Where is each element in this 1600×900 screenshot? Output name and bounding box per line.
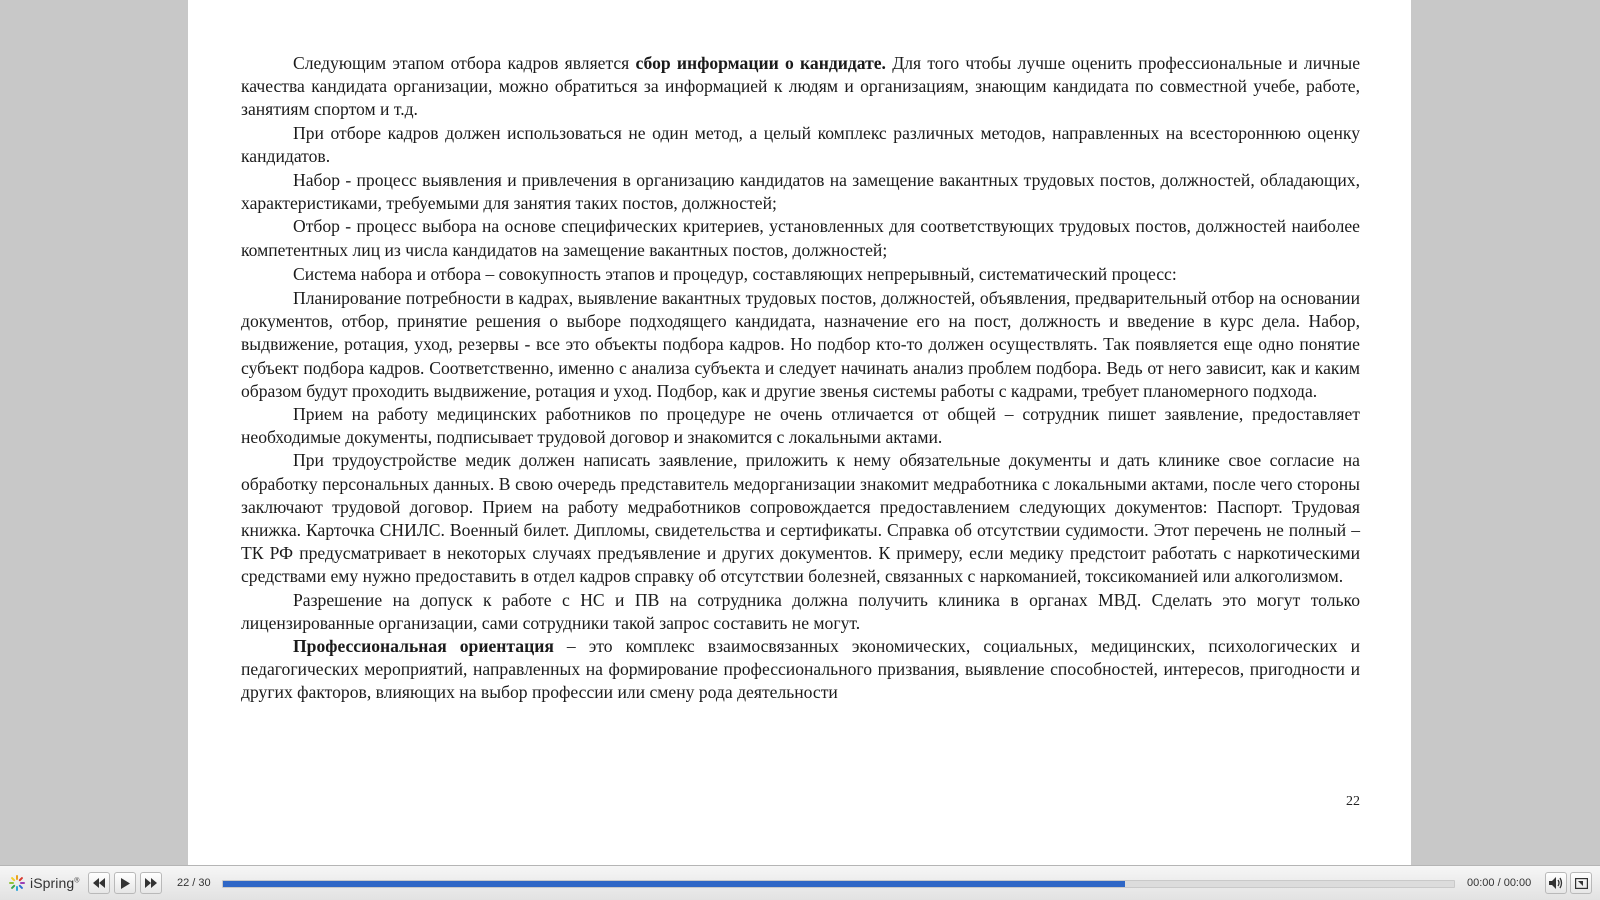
paragraph-text: Набор - процесс выявления и привлечения в организацию кандидатов на замещение вакантных трудовых постов, должностей, обладающих, характеристиками, требуемыми для занятия таких постов, должностей; <box>241 170 1360 214</box>
paragraph-3 <box>241 169 1360 215</box>
player-toolbar <box>0 865 1600 900</box>
paragraph-text: При трудоустройстве медик должен написать заявление, приложить к нему обязательные документы и дать клинике свое согласие на обработку персональных данных. В свою очередь представитель медорганизации знакомит медработника с локальными актами, после чего стороны заключают трудовой договор. Прием на работу медработников сопровождается предоставлением следующих документов: Паспорт. Трудовая книжка. Карточка СНИЛС. Военный билет. Дипломы, свидетельства и сертификаты. Справка об отсутствии судимости. Этот перечень не полный – ТК РФ предусматривает в некоторых случаях предъявление и других документов. К примеру, если медику предстоит работать с наркотическими средствами ему нужно предоставить в отдел кадров справку об отсутствии болезней, связанных с наркоманией, токсикоманией или алкоголизмом. <box>241 450 1360 587</box>
paragraph-text: Прием на работу медицинских работников по процедуре не очень отличается от общей – сотрудник пишет заявление, предоставляет необходимые документы, подписывает трудовой договор и знакомится с локальными актами. <box>241 404 1360 448</box>
ispring-logo <box>8 874 80 892</box>
next-slide-button[interactable] <box>140 872 162 894</box>
fullscreen-icon <box>1575 878 1588 889</box>
paragraph-text: Следующим этапом отбора кадров является <box>293 53 636 73</box>
paragraph-2 <box>241 122 1360 168</box>
paragraph-text: Система набора и отбора – совокупность этапов и процедур, составляющих непрерывный, систематический процесс: <box>293 263 1177 284</box>
paragraph-text: – это комплекс взаимосвязанных экономических, социальных, медицинских, психологических и педагогических мероприятий, направленных на формирование профессионального призвания, выявление способностей, интересов, пригодности и других факторов, влияющих на выбор профессии или смену рода деятельности <box>241 636 1360 703</box>
paragraph-7 <box>241 403 1360 449</box>
logo-registered-mark: ® <box>74 877 80 885</box>
paragraph-1 <box>241 52 1360 122</box>
paragraph-8 <box>241 449 1360 588</box>
play-icon <box>121 878 130 889</box>
fullscreen-button[interactable] <box>1570 872 1592 894</box>
playback-progress-bar[interactable] <box>222 880 1455 888</box>
progress-fill <box>223 881 1125 887</box>
rewind-icon <box>93 878 105 888</box>
paragraph-bold-term: Профессиональная ориентация <box>293 636 554 657</box>
document-page <box>188 0 1411 865</box>
page-text <box>241 52 1360 705</box>
paragraph-6 <box>241 287 1360 403</box>
ispring-flower-icon <box>8 874 26 892</box>
paragraph-4 <box>241 215 1360 261</box>
paragraph-text: Для того чтобы лучше оценить профессиональные и личные качества кандидата организации, можно обратиться за информацией к людям и организациям, знающим кандидата по совместной учебе, работе, занятиям спортом и т.д. <box>241 53 1360 120</box>
paragraph-text: При отборе кадров должен использоваться не один метод, а целый комплекс различных методов, направленных на всестороннюю оценку кандидатов. <box>241 122 1360 166</box>
volume-button[interactable] <box>1545 872 1567 894</box>
paragraph-9 <box>241 589 1360 635</box>
paragraph-bold-term: сбор информации о кандидате. <box>635 53 886 73</box>
paragraph-10 <box>241 635 1360 705</box>
paragraph-text: Разрешение на допуск к работе с НС и ПВ на сотрудника должна получить клиника в органах МВД. Сделать это могут только лицензированные организации, сами сотрудники такой запрос составить не могут. <box>241 589 1360 633</box>
page-number: 22 <box>1346 794 1360 809</box>
paragraph-text: Отбор - процесс выбора на основе специфических критериев, установленных для соответствующих трудовых постов, должностей наиболее компетентных лиц из числа кандидатов на замещение вакантных постов, должностей; <box>241 216 1360 260</box>
volume-icon <box>1549 877 1563 889</box>
paragraph-text: Планирование потребности в кадрах, выявление вакантных трудовых постов, должностей, объявления, предварительный отбор на основании документов, отбор, принятие решения о выборе подходящего кандидата, назначение его на пост, должность и введение в курс дела. Набор, выдвижение, ротация, уход, резервы - все это объекты подбора кадров. Но подбор кто-то должен осуществлять. Так появляется еще одно понятие субъект подбора кадров. Соответственно, именно с анализа субъекта и следует начинать анализ проблем подбора. Ведь от него зависит, как и каким образом будут проходить выдвижение, ротация и уход. Подбор, как и другие звенья системы работы с кадрами, требует планомерного подхода. <box>241 288 1360 401</box>
play-button[interactable] <box>114 872 136 894</box>
fast-forward-icon <box>145 878 157 888</box>
slide-counter: 22 / 30 <box>177 877 211 889</box>
paragraph-5 <box>241 263 1360 286</box>
playback-time: 00:00 / 00:00 <box>1467 877 1532 889</box>
logo-text: iSpring <box>30 875 75 891</box>
previous-slide-button[interactable] <box>88 872 110 894</box>
